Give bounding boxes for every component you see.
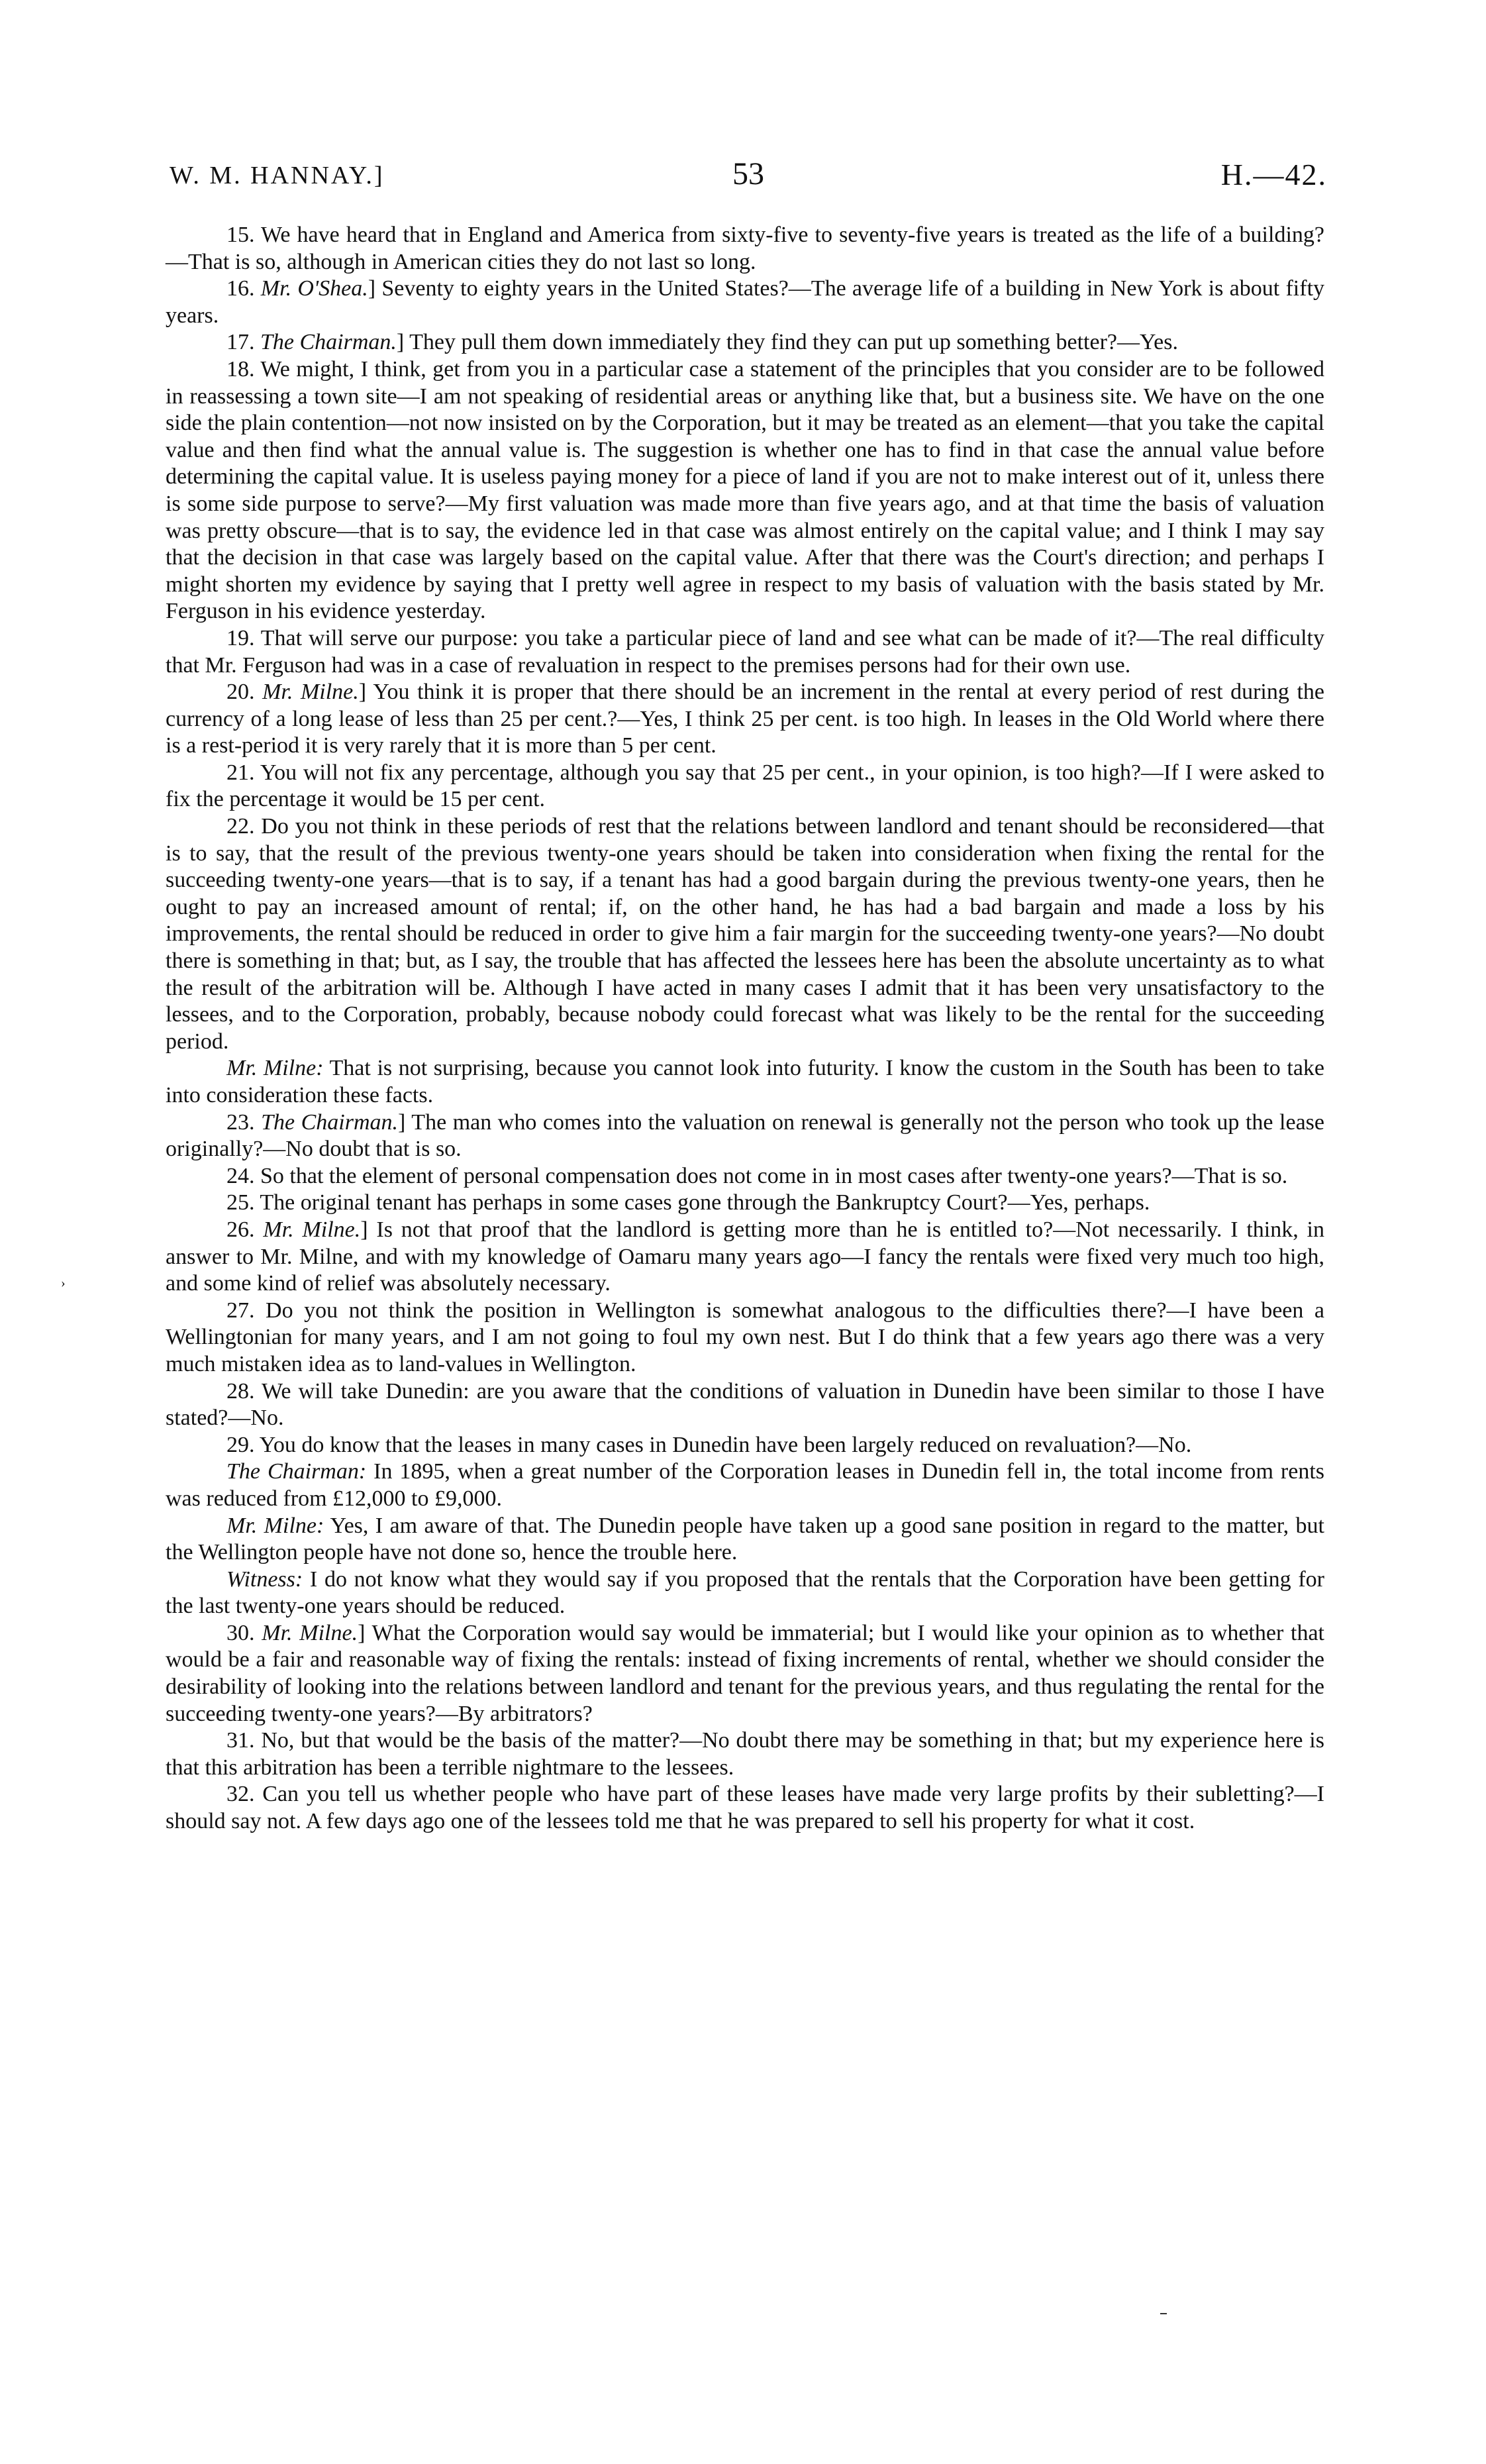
paragraph-text: 21. You will not fix any percentage, although you say that 25 per cent., in your opinion, is too high?—If I were asked to fix the percentage it would be 15 per cent. <box>166 760 1324 812</box>
paragraph-text: 15. We have heard that in England and America from sixty-five to seventy-five years is treated as the life of a building?—That is so, although in American cities they do not last so long. <box>166 223 1324 274</box>
page-end-dash <box>1160 2313 1167 2314</box>
document-reference: H.—42. <box>1220 158 1327 191</box>
paragraph-text: 22. Do you not think in these periods of rest that the relations between landlord and tenant should be reconsidered—that is to say, that the result of the previous twenty-one years should be taken into consideration when fixing the rental for the succeeding twenty-one years—that is to say, if a tenant has had a good bargain during the previous twenty-one years, then he ought to pay an increased amount of rental; if, on the other hand, he has had a bad bargain and made a loss by his improvements, the rental should be reduced in order to give him a fair margin for the succeeding twenty-one years?—No doubt there is something in that; but, as I say, the trouble that has affected the lessees here has been the absolute uncertainty as to what the result of the arbitration will be. Although I have acted in many cases I admit that it has been very unsatisfactory to the lessees, and to the Corporation, probably, because nobody could forecast what was likely to be the rental for the succeeding period. <box>166 814 1324 1054</box>
paragraph <box>166 1781 1324 1835</box>
paragraph <box>166 1055 1324 1109</box>
paragraph-text: 28. We will take Dunedin: are you aware that the conditions of valuation in Dunedin have been similar to those I have stated?—No. <box>166 1378 1324 1431</box>
paragraph-text: 19. That will serve our purpose: you take a particular piece of land and see what can be made of it?—The real difficulty that Mr. Ferguson had was in a case of revaluation in respect to the premises persons had for their own use. <box>166 625 1324 678</box>
paragraph <box>166 1109 1324 1163</box>
paragraph-rest: I do not know what they would say if you proposed that the rentals that the Corporation have been getting for the last twenty-one years should be reduced. <box>166 1566 1324 1619</box>
paragraph-text: 29. You do know that the leases in many cases in Dunedin have been largely reduced on revaluation?—No. <box>226 1432 1192 1457</box>
paragraph <box>166 222 1324 276</box>
paragraph <box>166 276 1324 329</box>
paragraph <box>166 1620 1324 1727</box>
paragraph <box>166 1432 1324 1459</box>
paragraph-rest: In 1895, when a great number of the Corporation leases in Dunedin fell in, the total income from rents was reduced from £12,000 to £9,000. <box>166 1459 1324 1511</box>
paragraph-text: 18. We might, I think, get from you in a particular case a statement of the principles that you consider are to be followed in reassessing a town site—I am not speaking of residential areas or anything like that, but a business site. We have on the one side the plain contention—not now insisted on by the Corporation, but it may be treated as an element—that you take the capital value and then find what the annual value is. The suggestion is whether one has to find in that case the annual value before determining the capital value. It is useless paying money for a piece of land if you are not to make interest out of it, unless there is some side purpose to serve?—My first valuation was made more than five years ago, and at that time the basis of valuation was pretty obscure—that is to say, the evidence led in that case was almost entirely on the capital value; and I think I may say that the decision in that case was largely based on the capital value. After that there was the Court's direction; and perhaps I might shorten my evidence by saying that I pretty well agree in respect to my basis of valuation with the basis stated by Mr. Ferguson in his evidence yesterday. <box>166 356 1324 624</box>
paragraph <box>166 679 1324 760</box>
paragraph-text: 30. <box>226 1620 262 1645</box>
paragraph-rest: ] Seventy to eighty years in the United States?—The average life of a building in New York is about fifty years. <box>166 276 1325 328</box>
document-body <box>166 222 1324 1835</box>
paragraph <box>166 329 1324 356</box>
speaker-name: Mr. Milne: <box>226 1056 324 1081</box>
paragraph <box>166 1217 1324 1298</box>
paragraph-rest: Yes, I am aware of that. The Dunedin people have taken up a good sane position in regard to the matter, but the Wellington people have not done so, hence the trouble here. <box>166 1513 1324 1565</box>
paragraph-text: 24. So that the element of personal compensation does not come in in most cases after twenty-one years?—That is so. <box>226 1163 1288 1188</box>
speaker-name: Mr. Milne. <box>263 1217 361 1242</box>
paragraph <box>166 1190 1324 1217</box>
paragraph-rest: ] Is not that proof that the landlord is getting more than he is entitled to?—Not necessarily. I think, in answer to Mr. Milne, and with my knowledge of Oamaru many years ago—I fancy the rentals were fixed very much too high, and some kind of relief was absolutely necessary. <box>166 1217 1325 1296</box>
paragraph-text: 20. <box>226 680 263 705</box>
paragraph-text: 31. No, but that would be the basis of the matter?—No doubt there may be something in that; but my experience here is that this arbitration has been a terrible nightmare to the lessees. <box>166 1728 1324 1780</box>
paragraph <box>166 356 1324 625</box>
paragraph <box>166 1378 1324 1432</box>
paragraph <box>166 1513 1324 1566</box>
paragraph-text: 27. Do you not think the position in Wellington is somewhat analogous to the difficulties there?—I have been a Wellingtonian for many years, and I am not going to foul my own nest. But I do think that a few years ago there was a very much mistaken idea as to land-values in Wellington. <box>166 1298 1324 1376</box>
speaker-name: The Chairman: <box>226 1459 367 1484</box>
page-number: 53 <box>732 156 764 191</box>
margin-mark: › <box>61 1276 66 1290</box>
witness-name: W. M. HANNAY.] <box>170 162 385 189</box>
paragraph-rest: ] They pull them down immediately they find they can put up something better?—Yes. <box>396 330 1178 355</box>
speaker-name: The Chairman. <box>260 330 397 355</box>
speaker-name: The Chairman. <box>261 1109 399 1135</box>
paragraph-text: 32. Can you tell us whether people who have part of these leases have made very large profits by their subletting?—I should say not. A few days ago one of the lessees told me that he was prepared to sell his property for what it cost. <box>166 1782 1324 1834</box>
speaker-name: Mr. Milne: <box>226 1513 324 1538</box>
page-header <box>170 156 1327 201</box>
paragraph <box>166 1727 1324 1781</box>
paragraph <box>166 1163 1324 1190</box>
paragraph-rest: ] The man who comes into the valuation on renewal is generally not the person who took up the lease originally?—No doubt that is so. <box>166 1109 1324 1162</box>
speaker-name: Witness: <box>226 1566 303 1592</box>
paragraph-text: 16. <box>226 276 261 301</box>
speaker-name: Mr. Milne. <box>262 1620 358 1645</box>
speaker-name: Mr. O'Shea. <box>260 276 368 301</box>
paragraph <box>166 625 1324 679</box>
paragraph <box>166 1566 1324 1620</box>
paragraph-rest: ] What the Corporation would say would be immaterial; but I would like your opinion as to whether that would be a fair and reasonable way of fixing the rentals: instead of fixing increments of rental, whether we should consider the desirability of looking into the relations between landlord and tenant for the previous years, and thus regulating the rental for the succeeding twenty-one years?—By arbitrators? <box>166 1620 1325 1726</box>
paragraph-text: 23. <box>226 1109 262 1135</box>
paragraph <box>166 813 1324 1055</box>
paragraph-rest: That is not surprising, because you cannot look into futurity. I know the custom in the South has been to take into consideration these facts. <box>166 1056 1324 1107</box>
paragraph-rest: ] You think it is proper that there should be an increment in the rental at every period of rest during the currency of a long lease of less than 25 per cent.?—Yes, I think 25 per cent. is too high. In leases in the Old World where there is a rest-period it is very rarely that it is more than 5 per cent. <box>166 680 1324 758</box>
paragraph <box>166 1298 1324 1378</box>
paragraph-text: 26. <box>226 1217 264 1242</box>
paragraph-text: 25. The original tenant has perhaps in some cases gone through the Bankruptcy Court?—Yes, perhaps. <box>226 1190 1150 1215</box>
paragraph <box>166 1459 1324 1512</box>
paragraph-text: 17. <box>226 330 260 355</box>
speaker-name: Mr. Milne. <box>262 680 359 705</box>
paragraph <box>166 760 1324 813</box>
